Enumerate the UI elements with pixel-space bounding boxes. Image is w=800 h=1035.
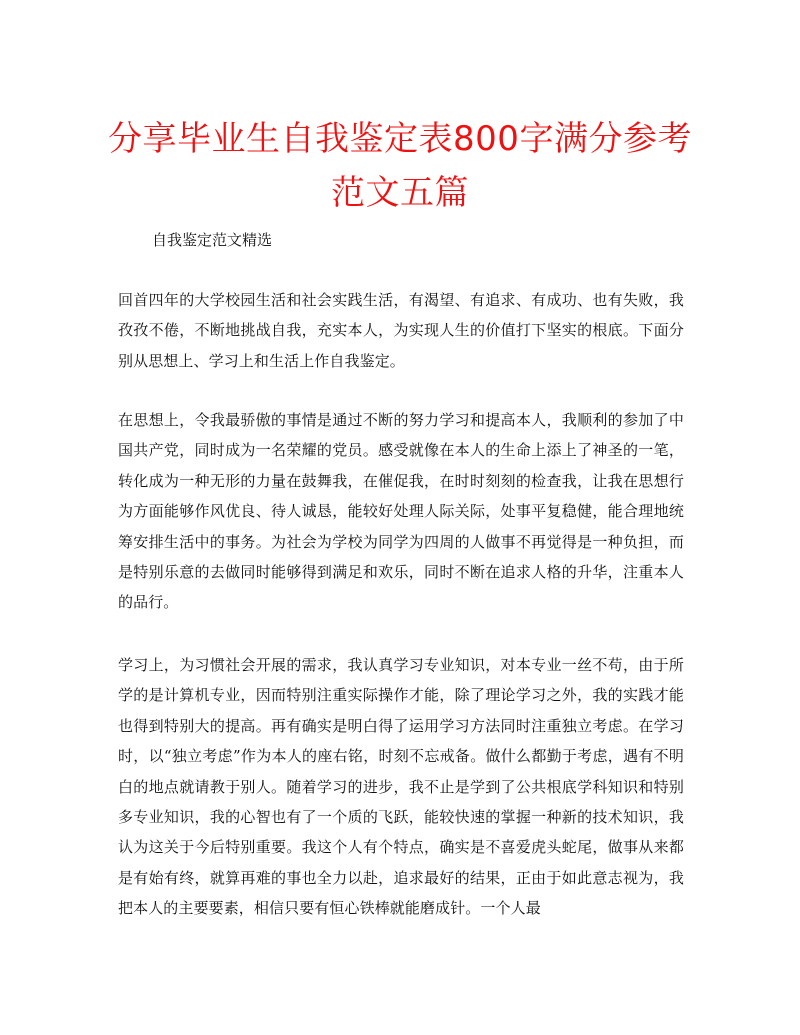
document-title: 分享毕业生自我鉴定表800字满分参考范文五篇 xyxy=(108,119,692,213)
paragraph-intro: 回首四年的大学校园生活和社会实践生活，有渴望、有追求、有成功、也有失败，我孜孜不倦，不断地挑战自我，充实本人，为实现人生的价值打下坚实的根底。下面分别从思想上、学习上和生活上作自我鉴定。 xyxy=(118,291,684,370)
paragraph-study: 学习上，为习惯社会开展的需求，我认真学习专业知识，对本专业一丝不苟，由于所学的是计算机专业，因而特别注重实际操作才能，除了理论学习之外，我的实践才能也得到特别大的提高。再有确实是明白得了运用学习方法同时注重独立考虑。在学习时，以“独立考虑”作为本人的座右铭，时刻不忘戒备。做什么都勤于考虑，遇有不明白的地点就请教于别人。随着学习的进步，我不止是学到了公共根底学科知识和特别多专业知识，我的心智也有了一个质的飞跃，能较快速的掌握一种新的技术知识，我认为这关于今后特别重要。我这个人有个特点，确实是不喜爱虎头蛇尾，做事从来都是有始有终，就算再难的事也全力以赴，追求最好的结果，正由于如此意志视为，我把本人的主要要素，相信只要有恒心铁棒就能磨成针。一个人最 xyxy=(118,656,684,918)
paragraph-ideology: 在思想上，令我最骄傲的事情是通过不断的努力学习和提高本人，我顺利的参加了中国共产党，同时成为一名荣耀的党员。感受就像在本人的生命上添上了神圣的一笔，转化成为一种无形的力量在鼓舞我，在催促我，在时时刻刻的检查我，让我在思想行为方面能够作风优良、待人诚恳，能较好处理人际关际，处事平复稳健，能合理地统筹安排生活中的事务。为社会为学校为同学为四周的人做事不再觉得是一种负担，而是特别乐意的去做同时能够得到满足和欢乐，同时不断在追求人格的升华，注重本人的品行。 xyxy=(118,411,684,612)
document-subtitle: 自我鉴定范文精选 xyxy=(152,231,273,249)
